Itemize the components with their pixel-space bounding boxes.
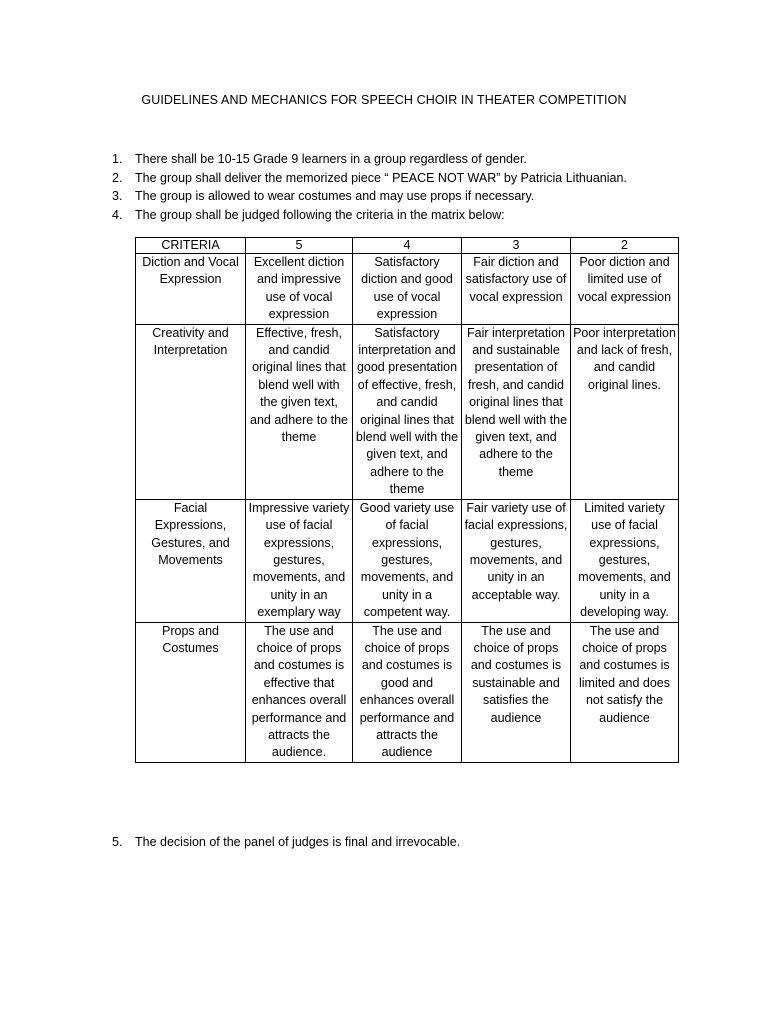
score-cell: The use and choice of props and costumes is sustainable and satisfies the audience (462, 622, 571, 762)
list-item (112, 206, 712, 225)
score-cell: Effective, fresh, and candid original lines that blend well with the given text, and adhere to the theme (246, 324, 353, 499)
table-row (136, 254, 679, 325)
score-cell: Fair diction and satisfactory use of vocal expression (462, 254, 571, 325)
score-cell: Poor interpretation and lack of fresh, and candid original lines. (571, 324, 679, 499)
list-number: 2. (112, 170, 123, 185)
score-cell: The use and choice of props and costumes is good and enhances overall performance and attracts the audience (353, 622, 462, 762)
score-cell: Excellent diction and impressive use of vocal expression (246, 254, 353, 325)
list-item (112, 833, 712, 852)
criteria-cell: Diction and Vocal Expression (136, 254, 246, 325)
header-score-5: 5 (246, 238, 353, 254)
table-row (136, 499, 679, 622)
score-cell: The use and choice of props and costumes is limited and does not satisfy the audience (571, 622, 679, 762)
page-title: GUIDELINES AND MECHANICS FOR SPEECH CHOIR IN THEATER COMPETITION (141, 93, 627, 107)
score-cell: Fair variety use of facial expressions, gestures, movements, and unity in an acceptable way. (462, 499, 571, 622)
criteria-matrix-table (135, 237, 679, 763)
score-cell: Poor diction and limited use of vocal expression (571, 254, 679, 325)
list-item (112, 169, 712, 188)
criteria-cell: Facial Expressions, Gestures, and Movements (136, 499, 246, 622)
table-row (136, 324, 679, 499)
table-row (136, 622, 679, 762)
list-text: The group shall deliver the memorized piece “ PEACE NOT WAR” by Patricia Lithuanian. (135, 170, 627, 185)
list-item (112, 150, 712, 169)
score-cell: Satisfactory diction and good use of vocal expression (353, 254, 462, 325)
score-cell: Impressive variety use of facial expressions, gestures, movements, and unity in an exemplary way (246, 499, 353, 622)
criteria-cell: Creativity and Interpretation (136, 324, 246, 499)
guidelines-list (112, 150, 712, 224)
list-text: There shall be 10-15 Grade 9 learners in a group regardless of gender. (135, 152, 527, 166)
score-cell: Satisfactory interpretation and good presentation of effective, fresh, and candid original lines that blend well with the given text, and adhere to the theme (353, 324, 462, 499)
score-cell: The use and choice of props and costumes is effective that enhances overall performance and attracts the audience. (246, 622, 353, 762)
list-item (112, 187, 712, 206)
list-text: The group shall be judged following the criteria in the matrix below: (135, 207, 505, 222)
header-criteria: CRITERIA (136, 238, 246, 254)
list-number: 5. (112, 835, 123, 849)
criteria-cell: Props and Costumes (136, 622, 246, 762)
list-number: 4. (112, 207, 123, 222)
list-number: 1. (112, 152, 123, 166)
score-cell: Limited variety use of facial expressions, gestures, movements, and unity in a developing way. (571, 499, 679, 622)
score-cell: Good variety use of facial expressions, gestures, movements, and unity in a competent way. (353, 499, 462, 622)
list-text: The decision of the panel of judges is final and irrevocable. (135, 835, 461, 849)
final-note (112, 833, 712, 852)
list-text: The group is allowed to wear costumes and may use props if necessary. (135, 189, 535, 204)
table-header-row (136, 238, 679, 254)
header-score-4: 4 (353, 238, 462, 254)
list-number: 3. (112, 189, 123, 204)
score-cell: Fair interpretation and sustainable presentation of fresh, and candid original lines that blend well with the given text, and adhere to the theme (462, 324, 571, 499)
header-score-2: 2 (571, 238, 679, 254)
header-score-3: 3 (462, 238, 571, 254)
